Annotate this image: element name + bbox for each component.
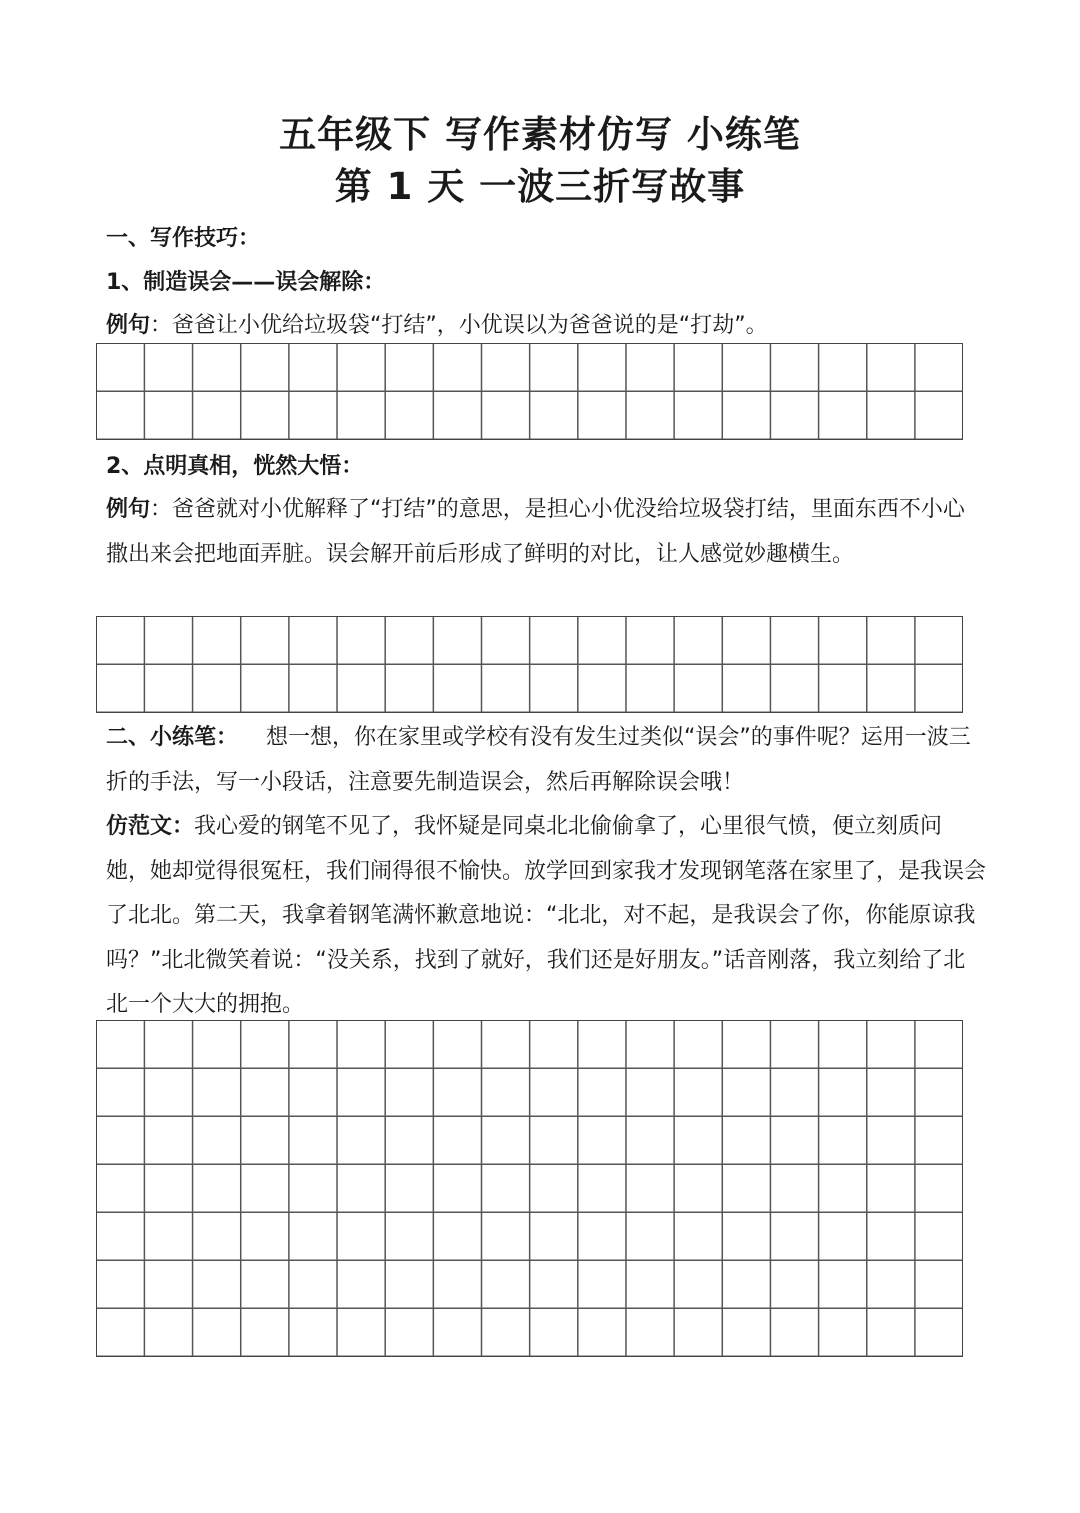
item2-heading: 2、点明真相，恍然大悟： <box>106 454 364 479</box>
prompt-text: 想一想，你在家里或学校有没有发生过类似“误会”的事件呢？运用一波三折的手法，写一小段话，注意要先制造误会，然后再解除误会哦！ <box>106 725 971 795</box>
example-label: 例句 <box>106 497 151 522</box>
item1-heading: 1、制造误会——误会解除： <box>106 270 386 295</box>
example-text: ：爸爸就对小优解释了“打结”的意思，是担心小优没给垃圾袋打结，里面东西不小心撒出来会把地面弄脏。误会解开前后形成了鲜明的对比，让人感觉妙趣横生。 <box>106 497 965 567</box>
model-essay <box>106 805 986 1028</box>
page-title: 五年级下 写作素材仿写 小练笔 <box>279 113 801 156</box>
section2-prompt <box>106 716 986 805</box>
section1-heading: 一、写作技巧： <box>106 226 261 251</box>
section2-heading: 二、小练笔： <box>106 725 239 750</box>
item1-example <box>106 304 986 349</box>
example-text: ：爸爸让小优给垃圾袋“打结”，小优误以为爸爸说的是“打劫”。 <box>150 313 768 338</box>
item2-example <box>106 488 986 577</box>
model-label: 仿范文： <box>106 814 195 839</box>
writing-grid-1[interactable] <box>96 343 963 440</box>
page-subtitle: 第 1 天 一波三折写故事 <box>334 165 746 208</box>
example-label: 例句 <box>106 313 151 338</box>
writing-grid-3[interactable] <box>96 1020 963 1357</box>
model-text: 我心爱的钢笔不见了，我怀疑是同桌北北偷偷拿了，心里很气愤，便立刻质问她，她却觉得很冤枉，我们闹得很不愉快。放学回到家我才发现钢笔落在家里了，是我误会了北北。第二天，我拿着钢笔满怀歉意地说：“北北，对不起，是我误会了你，你能原谅我吗？”北北微笑着说：“没关系，找到了就好，我们还是好朋友。”话音刚落，我立刻给了北北一个大大的拥抱。 <box>106 814 987 1017</box>
writing-grid-2[interactable] <box>96 616 963 713</box>
